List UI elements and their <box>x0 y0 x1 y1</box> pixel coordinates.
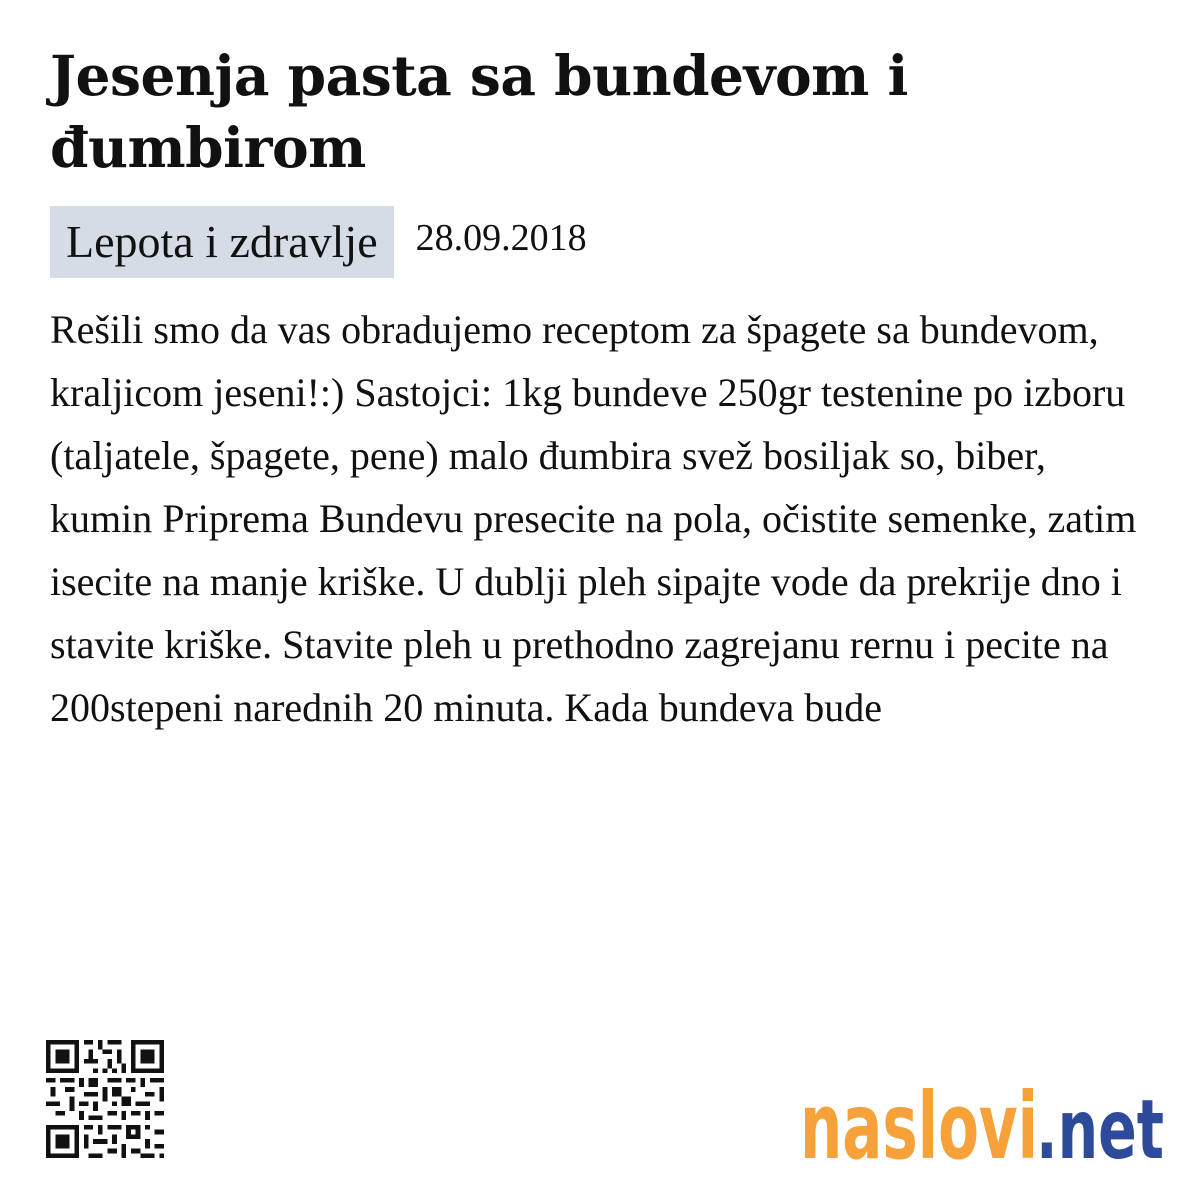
article-card <box>50 40 1150 868</box>
naslovi-logo[interactable] <box>800 1070 1170 1170</box>
excerpt-fade <box>50 805 1150 868</box>
logo-text-main: naslovi <box>800 1073 1038 1170</box>
article-excerpt: Rešili smo da vas obradujemo receptom za špagete sa bundevom, kraljicom jeseni!:) Sastojci: 1kg bundeve 250gr testenine po izboru (taljatele, špagete, pene) malo đumbira svež bosiljak so, biber, kumin Priprema Bundevu presecite na pola, očistite semenke, zatim isecite na manje kriške. U dublji pleh sipajte vode da prekrije dno i stavite kriške. Stavite pleh u prethodno zagrejanu rernu i pecite na 200stepeni narednih 20 minuta. Kada bundeva bude <box>50 307 1137 730</box>
article-excerpt-container <box>50 298 1150 868</box>
qr-code-icon <box>46 1040 164 1158</box>
category-badge[interactable]: Lepota i zdravlje <box>50 206 394 278</box>
publish-date: 28.09.2018 <box>415 217 587 259</box>
article-title[interactable]: Jesenja pasta sa bundevom i đumbirom <box>50 43 908 180</box>
article-meta <box>50 206 1150 278</box>
logo-text-suffix: .net <box>1036 1083 1164 1170</box>
